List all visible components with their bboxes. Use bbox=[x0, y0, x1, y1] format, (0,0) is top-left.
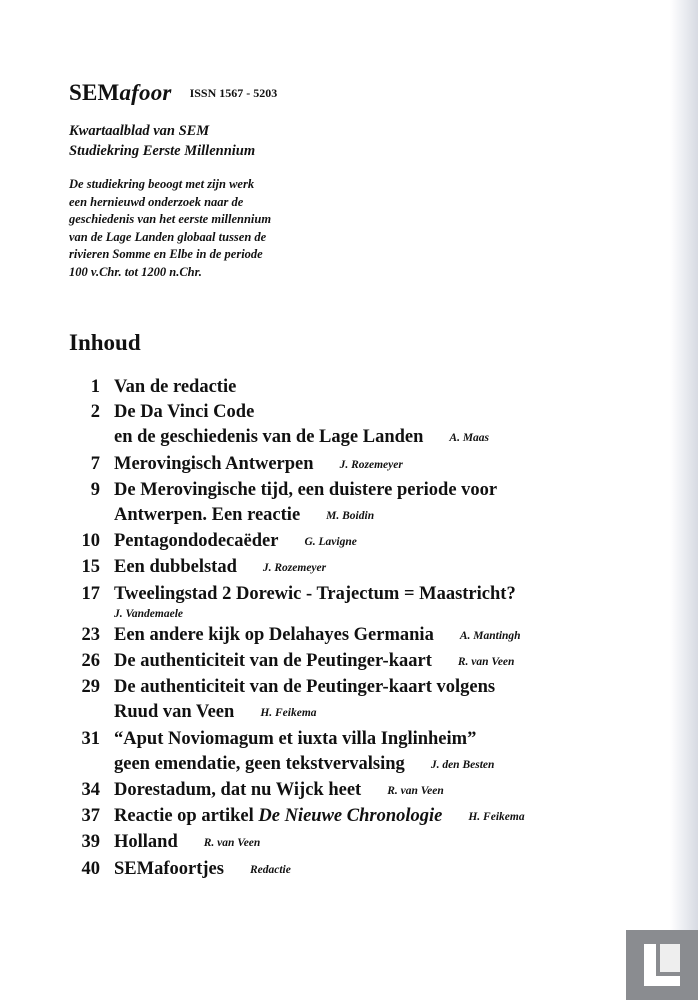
toc-title-text: en de geschiedenis van de Lage Landen bbox=[114, 427, 424, 448]
toc-title-line bbox=[114, 503, 620, 529]
toc-author: R. van Veen bbox=[387, 785, 444, 798]
page-edge-shadow bbox=[670, 0, 698, 1000]
toc-author: H. Feikema bbox=[468, 811, 525, 824]
toc-entry bbox=[60, 830, 620, 856]
toc-entry-body bbox=[114, 778, 620, 804]
table-of-contents bbox=[60, 375, 620, 883]
brand-italic: afoor bbox=[119, 80, 172, 105]
toc-title-line bbox=[114, 727, 620, 752]
toc-title-text: “Aput Noviomagum et iuxta villa Inglinheim” bbox=[114, 728, 477, 749]
toc-page-number: 10 bbox=[81, 531, 100, 552]
toc-title-text: Een dubbelstad bbox=[114, 557, 237, 578]
toc-page-number: 40 bbox=[81, 858, 100, 879]
toc-author: A. Mantingh bbox=[459, 629, 521, 642]
toc-entry bbox=[60, 478, 620, 529]
toc-author: Redactie bbox=[249, 863, 291, 876]
toc-entry-body bbox=[114, 452, 620, 478]
toc-author: A. Maas bbox=[449, 432, 490, 445]
toc-entry bbox=[60, 649, 620, 675]
toc-entry-body bbox=[114, 623, 620, 649]
toc-title-text: Van de redactie bbox=[114, 377, 237, 397]
toc-entry bbox=[60, 857, 620, 883]
toc-title-text: Ruud van Veen bbox=[114, 702, 235, 723]
toc-title-line bbox=[114, 582, 620, 607]
toc-title-line bbox=[114, 400, 620, 425]
toc-entry-body bbox=[114, 804, 620, 830]
toc-page-number: 34 bbox=[81, 780, 100, 801]
subtitle-block bbox=[69, 121, 255, 161]
toc-title-text: SEMafoortjes bbox=[114, 858, 224, 879]
toc-author: R. van Veen bbox=[457, 656, 515, 669]
toc-page-number: 37 bbox=[81, 806, 100, 827]
issn-label: ISSN 1567 - 5203 bbox=[189, 86, 278, 100]
toc-title-line bbox=[114, 752, 620, 778]
toc-entry-body bbox=[114, 375, 620, 400]
toc-title-line bbox=[114, 375, 620, 400]
toc-page-number: 17 bbox=[81, 583, 100, 604]
toc-title-line bbox=[114, 452, 620, 478]
toc-title-text: Dorestadum, dat nu Wijck heet bbox=[114, 780, 362, 801]
toc-entry-body bbox=[114, 555, 620, 581]
toc-title-line bbox=[114, 700, 620, 726]
toc-title-text: Merovingisch Antwerpen bbox=[114, 453, 314, 474]
toc-title-line bbox=[114, 857, 620, 883]
toc-title-line bbox=[114, 649, 620, 675]
toc-entry bbox=[60, 375, 620, 400]
toc-entry bbox=[60, 778, 620, 804]
toc-title-line bbox=[114, 555, 620, 581]
toc-page-number: 39 bbox=[81, 832, 100, 853]
toc-page-number: 26 bbox=[81, 651, 100, 672]
toc-title-line bbox=[114, 529, 620, 555]
toc-title-line bbox=[114, 478, 620, 503]
intro-line: van de Lage Landen globaal tussen de bbox=[69, 229, 267, 244]
toc-page-number: 9 bbox=[90, 479, 100, 500]
toc-page-number: 2 bbox=[90, 402, 100, 423]
toc-entry bbox=[60, 623, 620, 649]
toc-entry-body bbox=[114, 727, 620, 778]
toc-page-number: 7 bbox=[90, 453, 100, 474]
toc-page-number: 31 bbox=[81, 728, 100, 749]
toc-author: M. Boidin bbox=[326, 510, 375, 523]
intro-line: 100 v.Chr. tot 1200 n.Chr. bbox=[69, 264, 202, 279]
toc-entry-body bbox=[114, 582, 620, 623]
intro-line: rivieren Somme en Elbe in de periode bbox=[69, 247, 263, 262]
toc-entry-body bbox=[114, 400, 620, 451]
subtitle-line: Studiekring Eerste Millennium bbox=[69, 143, 256, 159]
toc-title-italic: De Nieuwe Chronologie bbox=[258, 806, 443, 827]
toc-entry bbox=[60, 529, 620, 555]
toc-title-line bbox=[114, 830, 620, 856]
toc-title-text: De authenticiteit van de Peutinger-kaart bbox=[114, 651, 432, 672]
toc-title-line bbox=[114, 675, 620, 700]
toc-entry bbox=[60, 555, 620, 581]
toc-entry bbox=[60, 804, 620, 830]
toc-author: J. den Besten bbox=[430, 758, 495, 771]
toc-author: J. Rozemeyer bbox=[262, 562, 327, 575]
toc-title-line bbox=[114, 623, 620, 649]
contents-heading: Inhoud bbox=[69, 330, 141, 355]
toc-page-number: 15 bbox=[81, 557, 100, 578]
toc-title-line bbox=[114, 778, 620, 804]
brand-title bbox=[69, 80, 172, 105]
toc-page-number: 23 bbox=[81, 624, 100, 645]
masthead bbox=[69, 80, 277, 106]
toc-title-text: geen emendatie, geen tekstvervalsing bbox=[114, 753, 405, 774]
toc-entry bbox=[60, 582, 620, 623]
toc-entry-body bbox=[114, 478, 620, 529]
subtitle-line: Kwartaalblad van SEM bbox=[69, 123, 210, 139]
toc-title-text: De Da Vinci Code bbox=[114, 402, 255, 423]
toc-page-number: 1 bbox=[90, 377, 100, 397]
toc-author: R. van Veen bbox=[203, 837, 261, 850]
toc-title-text: De Merovingische tijd, een duistere periode voor bbox=[114, 479, 498, 500]
toc-title-text: Holland bbox=[114, 832, 178, 853]
lastdodo-logo-icon bbox=[626, 930, 698, 1000]
toc-entry-body bbox=[114, 830, 620, 856]
toc-author: J. Rozemeyer bbox=[339, 458, 403, 471]
toc-entry-body bbox=[114, 675, 620, 726]
toc-entry-body bbox=[114, 529, 620, 555]
toc-author: G. Lavigne bbox=[304, 536, 357, 549]
toc-entry-body bbox=[114, 649, 620, 675]
toc-entry bbox=[60, 400, 620, 451]
toc-entry-body bbox=[114, 857, 620, 883]
intro-paragraph bbox=[69, 176, 349, 282]
toc-entry bbox=[60, 675, 620, 726]
toc-page-number: 29 bbox=[81, 677, 100, 698]
toc-entry bbox=[60, 452, 620, 478]
brand-main: SEM bbox=[69, 80, 120, 105]
toc-title-line bbox=[114, 804, 620, 830]
intro-line: De studiekring beoogt met zijn werk bbox=[69, 177, 255, 191]
toc-author: H. Feikema bbox=[260, 707, 317, 720]
toc-title-line bbox=[114, 425, 620, 451]
intro-line: een hernieuwd onderzoek naar de bbox=[69, 194, 244, 209]
toc-author: J. Vandemaele bbox=[114, 607, 183, 620]
toc-title-text: Pentagondodecaëder bbox=[114, 531, 279, 552]
toc-entry bbox=[60, 727, 620, 778]
toc-title-text: Antwerpen. Een reactie bbox=[114, 505, 301, 526]
toc-title-text: De authenticiteit van de Peutinger-kaart volgens bbox=[114, 677, 496, 698]
intro-line: geschiedenis van het eerste millennium bbox=[69, 212, 272, 227]
toc-title-text: Een andere kijk op Delahayes Germania bbox=[114, 624, 434, 645]
toc-title-text: Tweelingstad 2 Dorewic - Trajectum = Maastricht? bbox=[114, 583, 516, 604]
toc-title-text: Reactie op artikel bbox=[114, 806, 259, 827]
